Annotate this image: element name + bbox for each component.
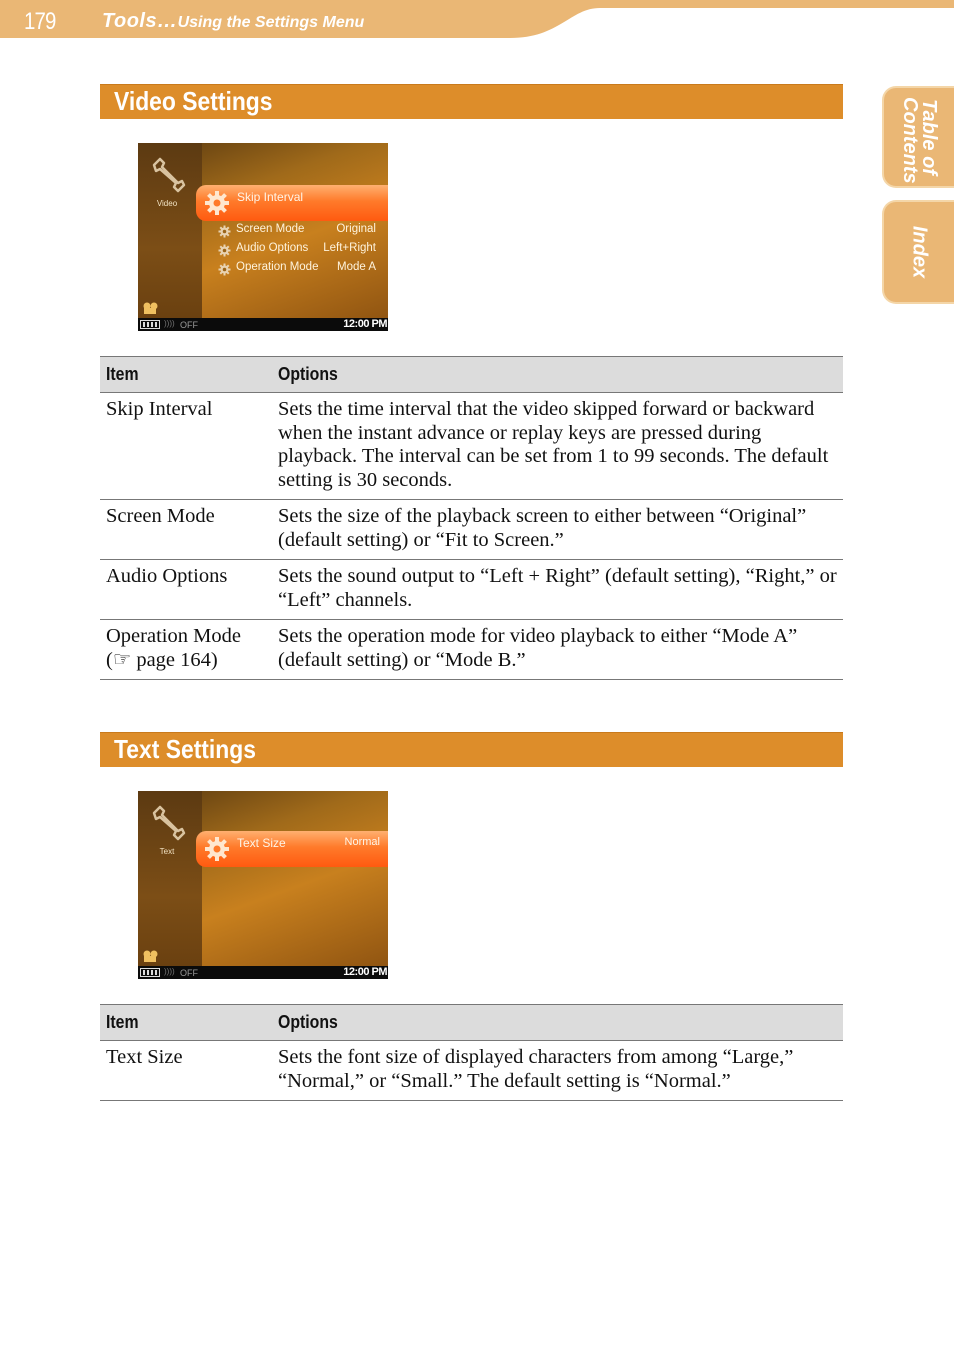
page-reference-link[interactable]: (☞ page 164) [106, 648, 218, 671]
screen-status-bar [138, 318, 388, 331]
index-tab[interactable] [882, 200, 954, 304]
screen-status-bar [138, 966, 388, 979]
table-cell-item: Screen Mode [100, 500, 272, 560]
screen-row-value: Left+Right [323, 242, 376, 254]
small-gear-icon [218, 225, 231, 238]
battery-icon [140, 320, 160, 329]
text-settings-screen [138, 791, 388, 979]
table-cell-options: Sets the operation mode for video playback to either “Mode A” (default setting) or “Mode B.” [272, 620, 843, 680]
wrench-icon [148, 155, 188, 195]
battery-icon [140, 968, 160, 977]
table-of-contents-label: Table of Contents [899, 97, 940, 184]
table-cell-item [100, 620, 272, 680]
camera-icon [142, 301, 160, 315]
status-off: OFF [180, 320, 198, 330]
table-cell-item: Text Size [100, 1041, 272, 1101]
text-settings-heading [100, 732, 843, 767]
video-settings-title: Video Settings [114, 86, 273, 116]
wrench-icon [148, 803, 188, 843]
video-settings-table [100, 356, 843, 680]
gear-icon [204, 190, 230, 216]
small-gear-icon [218, 244, 231, 257]
camera-icon [142, 949, 160, 963]
screen-row-label: Screen Mode [236, 223, 305, 235]
header-title-main: Tools… [102, 10, 178, 32]
gear-icon [204, 836, 230, 862]
signal-icon: )))) [164, 319, 175, 328]
screen-category-label: Text [159, 847, 175, 856]
screen-highlighted-item [196, 185, 388, 221]
screen-highlighted-value: Normal [344, 836, 380, 848]
column-header-item: Item [100, 1005, 272, 1041]
text-settings-title: Text Settings [114, 734, 256, 764]
screen-row-label: Audio Options [236, 242, 309, 254]
video-settings-heading [100, 84, 843, 119]
table-header-row [100, 1005, 843, 1041]
screen-highlighted-label: Skip Interval [237, 190, 304, 204]
index-label: Index [908, 225, 931, 279]
page-number: 179 [24, 8, 56, 35]
table-cell-options: Sets the time interval that the video skipped forward or backward when the instant advance or replay keys are pressed during playback. The interval can be set from 1 to 99 seconds. The default setting is 30 seconds. [272, 393, 843, 500]
table-cell-item-label: Operation Mode [106, 625, 241, 647]
table-header-row [100, 357, 843, 393]
signal-icon: )))) [164, 967, 175, 976]
table-row [100, 1041, 843, 1101]
table-row [100, 393, 843, 500]
small-gear-icon [218, 263, 231, 276]
column-header-options: Options [272, 1005, 843, 1041]
column-header-options: Options [272, 357, 843, 393]
screen-row [218, 261, 388, 277]
screen-highlighted-item [196, 831, 388, 867]
table-cell-item: Skip Interval [100, 393, 272, 500]
table-cell-options: Sets the sound output to “Left + Right” (default setting), “Right,” or “Left” channels. [272, 560, 843, 620]
header-title [102, 10, 364, 33]
table-of-contents-tab[interactable] [882, 86, 954, 188]
column-header-item: Item [100, 357, 272, 393]
status-clock: 12:00 PM [343, 318, 387, 330]
status-clock: 12:00 PM [343, 966, 387, 978]
screen-row-value: Mode A [337, 261, 376, 273]
screen-row [218, 242, 388, 258]
screen-row [218, 223, 388, 239]
status-off: OFF [180, 968, 198, 978]
table-cell-item: Audio Options [100, 560, 272, 620]
header-title-sub: Using the Settings Menu [177, 14, 365, 31]
video-settings-screen [138, 143, 388, 331]
table-cell-options: Sets the font size of displayed characters from among “Large,” “Normal,” or “Small.” The default setting is “Normal.” [272, 1041, 843, 1101]
table-row [100, 560, 843, 620]
screen-highlighted-label: Text Size [237, 836, 286, 850]
screen-row-value: Original [336, 223, 376, 235]
text-settings-table [100, 1004, 843, 1101]
screen-category-label: Video [156, 199, 178, 208]
table-row [100, 620, 843, 680]
page-header [0, 0, 954, 40]
screen-row-label: Operation Mode [236, 261, 319, 273]
table-cell-options: Sets the size of the playback screen to either between “Original” (default setting) or “Fit to Screen.” [272, 500, 843, 560]
table-row [100, 500, 843, 560]
